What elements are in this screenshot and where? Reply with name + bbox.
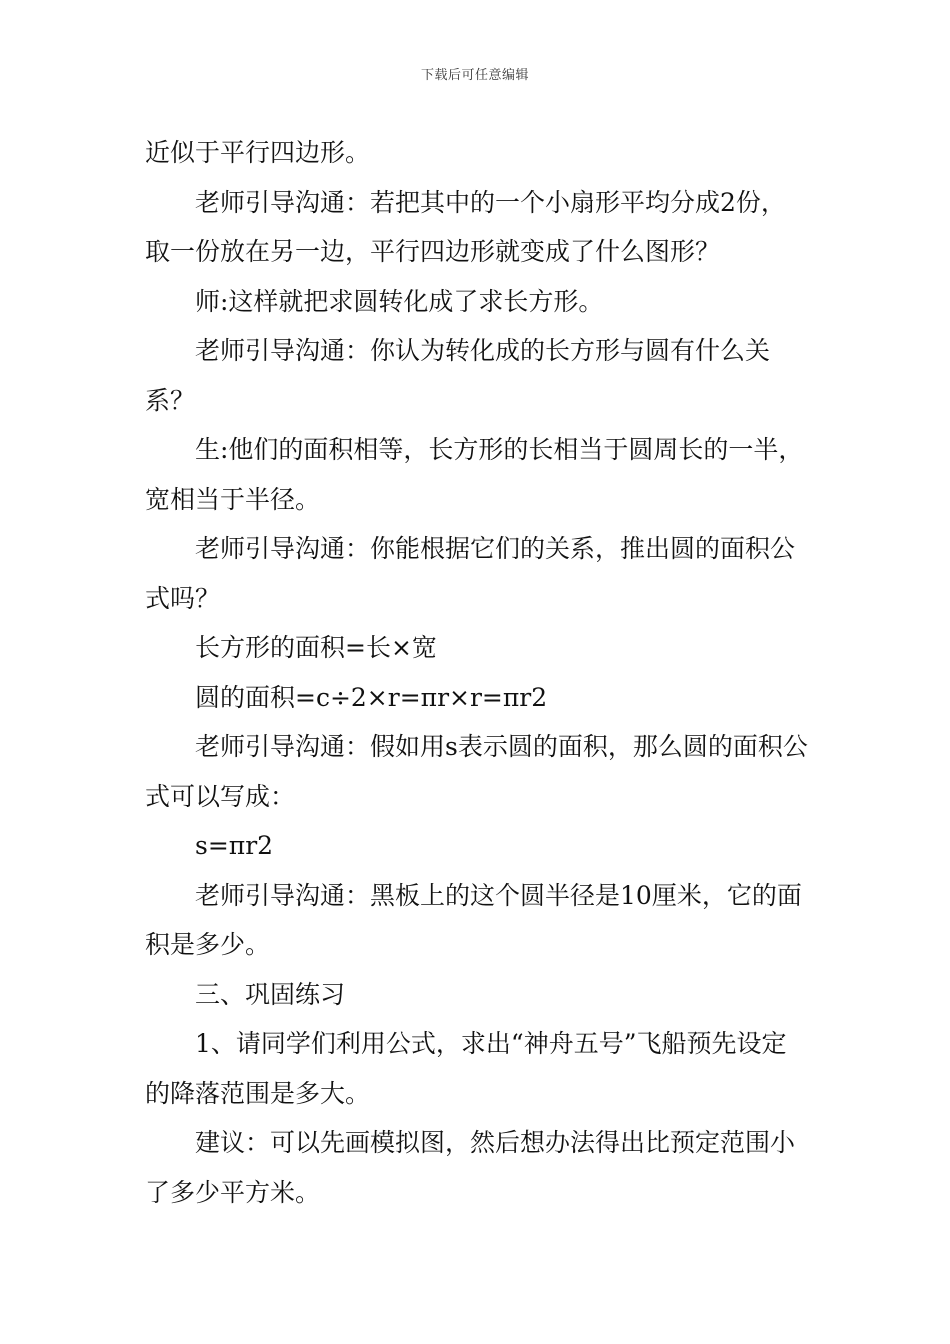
formula-circle-area-derivation: 圆的面积=c÷2×r=πr×r=πr2 bbox=[195, 682, 548, 712]
formula-rectangle-area: 长方形的面积=长×宽 bbox=[195, 633, 437, 662]
document-body bbox=[145, 128, 810, 1217]
paragraph-9: 老师引导沟通：假如用s表示圆的面积，那么圆的面积公式可以写成： bbox=[145, 732, 808, 811]
page-header-note: 下载后可任意编辑 bbox=[420, 68, 529, 83]
paragraph-1: 近似于平行四边形。 bbox=[145, 138, 371, 167]
formula-circle-area: s=πr2 bbox=[195, 831, 274, 860]
paragraph-5: 生:他们的面积相等，长方形的长相当于圆周长的一半，宽相当于半径。 bbox=[145, 435, 804, 514]
paragraph-2: 老师引导沟通：若把其中的一个小扇形平均分成2份，取一份放在另一边，平行四边形就变成了什么图形？ bbox=[145, 187, 786, 266]
exercise-1: 1、请同学们利用公式，求出“神舟五号”飞船预先设定的降落范围是多大。 bbox=[145, 1029, 787, 1108]
paragraph-6: 老师引导沟通：你能根据它们的关系，推出圆的面积公式吗？ bbox=[145, 534, 796, 613]
paragraph-11: 老师引导沟通：黑板上的这个圆半径是10厘米，它的面积是多少。 bbox=[145, 880, 802, 959]
paragraph-4: 老师引导沟通：你认为转化成的长方形与圆有什么关系？ bbox=[145, 336, 771, 415]
section-heading-practice: 三、巩固练习 bbox=[195, 979, 346, 1009]
suggestion-paragraph: 建议：可以先画模拟图，然后想办法得出比预定范围小了多少平方米。 bbox=[145, 1128, 796, 1207]
paragraph-3: 师:这样就把求圆转化成了求长方形。 bbox=[195, 286, 604, 316]
